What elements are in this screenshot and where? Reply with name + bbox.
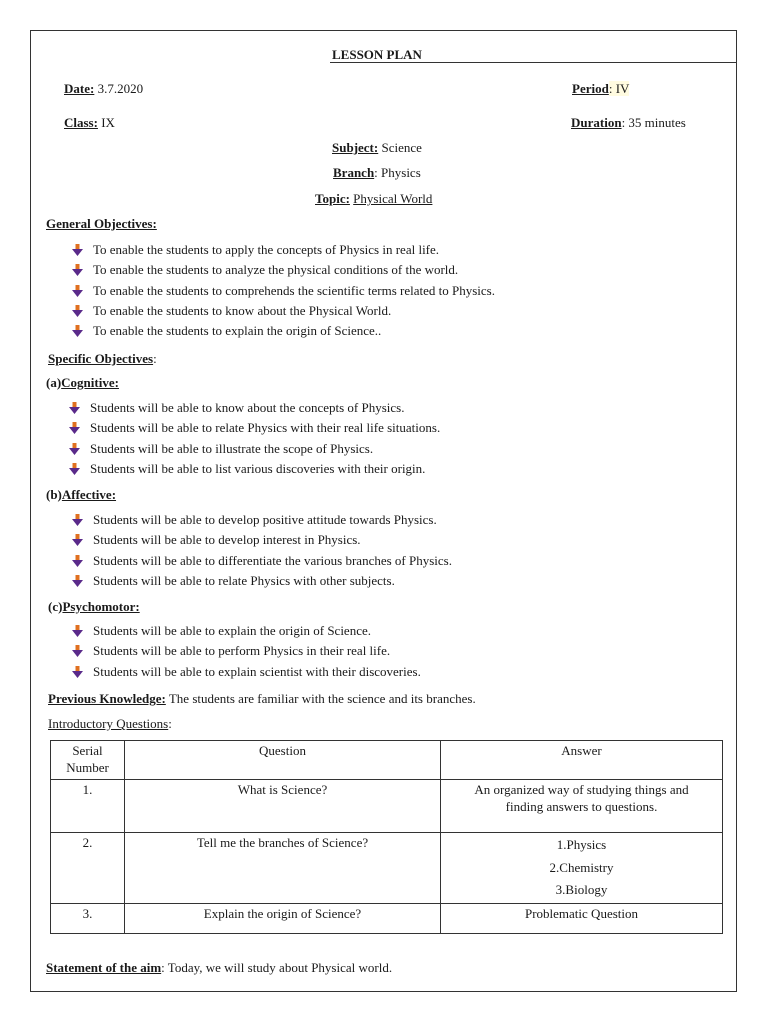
list-item: Students will be able to know about the concepts of Physics. [69, 398, 440, 418]
affective-heading: (b)Affective: [46, 487, 117, 502]
duration-field [571, 115, 686, 131]
class-label: Class: [64, 115, 98, 130]
questions-table [50, 740, 723, 934]
arrow-bullet-icon [72, 534, 83, 546]
arrow-bullet-icon [72, 625, 83, 637]
branch-field [333, 165, 421, 181]
specific-objectives-heading: Specific Objectives: [48, 351, 157, 366]
title-underline [330, 62, 737, 63]
arrow-bullet-icon [72, 305, 83, 317]
list-item: To enable the students to explain the origin of Science.. [72, 321, 495, 341]
arrow-bullet-icon [69, 463, 80, 475]
arrow-bullet-icon [72, 325, 83, 337]
list-item: To enable the students to analyze the physical conditions of the world. [72, 260, 495, 280]
cognitive-heading: (a)Cognitive: [46, 375, 119, 390]
table-row [51, 903, 723, 933]
arrow-bullet-icon [72, 514, 83, 526]
topic-value: Physical World [353, 191, 433, 206]
aim-value: : Today, we will study about Physical world. [161, 960, 393, 975]
list-item: Students will be able to develop interest in Physics. [72, 530, 452, 550]
arrow-bullet-icon [72, 244, 83, 256]
date-label: Date: [64, 81, 95, 96]
duration-value: : 35 minutes [621, 115, 686, 130]
table-row [51, 833, 723, 904]
question-cell: Tell me the branches of Science? [125, 833, 441, 904]
statement-of-aim [46, 960, 392, 976]
arrow-bullet-icon [72, 645, 83, 657]
list-item: Students will be able to relate Physics with their real life situations. [69, 418, 440, 438]
psychomotor-list [72, 621, 421, 682]
subject-label: Subject: [332, 140, 379, 155]
previous-knowledge-label: Previous Knowledge: [48, 691, 166, 706]
answer-cell: An organized way of studying things and finding answers to questions. [441, 780, 723, 833]
class-field [64, 115, 115, 131]
introductory-questions-heading: Introductory Questions: [48, 716, 172, 731]
serial-cell: 3. [51, 903, 125, 933]
list-item: To enable the students to know about the Physical World. [72, 301, 495, 321]
period-value: : IV [608, 81, 630, 96]
branch-value: : Physics [374, 165, 421, 180]
serial-number-header: Serial Number [51, 741, 125, 780]
previous-knowledge-value: The students are familiar with the science and its branches. [165, 691, 476, 706]
arrow-bullet-icon [72, 264, 83, 276]
list-item: Students will be able to explain scientist with their discoveries. [72, 662, 421, 682]
arrow-bullet-icon [72, 285, 83, 297]
topic-label: Topic: [315, 191, 350, 206]
answer-cell: 1.Physics 2.Chemistry 3.Biology [441, 833, 723, 904]
date-field [64, 81, 143, 97]
list-item: Students will be able to explain the origin of Science. [72, 621, 421, 641]
question-header: Question [125, 741, 441, 780]
arrow-bullet-icon [69, 402, 80, 414]
list-item: To enable the students to comprehends the scientific terms related to Physics. [72, 281, 495, 301]
arrow-bullet-icon [72, 666, 83, 678]
arrow-bullet-icon [72, 575, 83, 587]
answer-header: Answer [441, 741, 723, 780]
aim-label: Statement of the aim [46, 960, 162, 975]
list-item: Students will be able to perform Physics in their real life. [72, 641, 421, 661]
question-cell: Explain the origin of Science? [125, 903, 441, 933]
affective-list [72, 510, 452, 591]
serial-cell: 2. [51, 833, 125, 904]
page-title: LESSON PLAN [332, 47, 422, 62]
list-item: Students will be able to illustrate the scope of Physics. [69, 439, 440, 459]
cognitive-list [69, 398, 440, 479]
serial-cell: 1. [51, 780, 125, 833]
list-item: To enable the students to apply the concepts of Physics in real life. [72, 240, 495, 260]
list-item: Students will be able to relate Physics with other subjects. [72, 571, 452, 591]
topic-field [315, 191, 432, 207]
arrow-bullet-icon [69, 443, 80, 455]
date-value: 3.7.2020 [94, 81, 144, 96]
psychomotor-heading: (c)Psychomotor: [48, 599, 140, 614]
period-field [572, 81, 629, 97]
subject-value: Science [378, 140, 422, 155]
class-value: IX [97, 115, 115, 130]
table-row [51, 780, 723, 833]
branch-label: Branch [333, 165, 375, 180]
list-item: Students will be able to list various discoveries with their origin. [69, 459, 440, 479]
duration-label: Duration [571, 115, 622, 130]
answer-cell: Problematic Question [441, 903, 723, 933]
general-objectives-list [72, 240, 495, 341]
list-item: Students will be able to develop positive attitude towards Physics. [72, 510, 452, 530]
question-cell: What is Science? [125, 780, 441, 833]
general-objectives-heading: General Objectives: [46, 216, 157, 231]
table-header-row [51, 741, 723, 780]
arrow-bullet-icon [72, 555, 83, 567]
subject-field [332, 140, 422, 156]
arrow-bullet-icon [69, 422, 80, 434]
previous-knowledge [48, 691, 476, 707]
period-label: Period [572, 81, 609, 96]
list-item: Students will be able to differentiate the various branches of Physics. [72, 551, 452, 571]
